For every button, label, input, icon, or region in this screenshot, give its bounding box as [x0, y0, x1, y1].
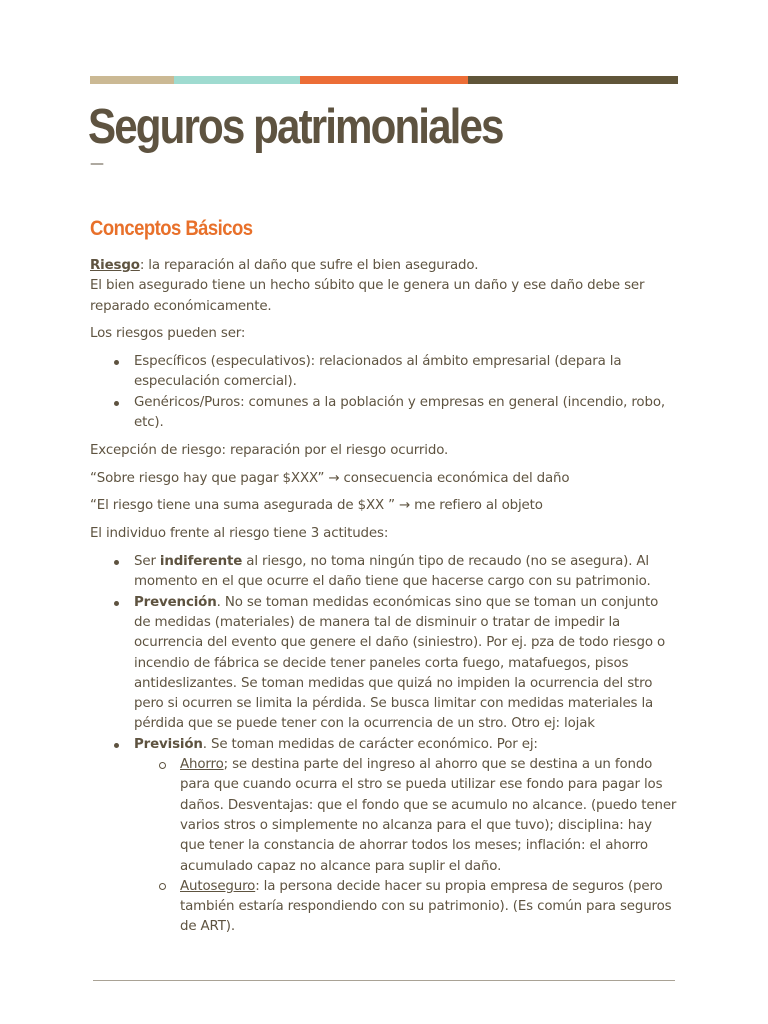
color-bar-segment-orange	[300, 76, 468, 84]
list-item: Genéricos/Puros: comunes a la población y empresas en general (incendio, robo, etc).	[134, 393, 678, 434]
term-ahorro: Ahorro	[180, 757, 224, 773]
riesgo-line2: El bien asegurado tiene un hecho súbito que le genera un daño y ese daño debe ser reparado económicamente.	[90, 278, 645, 314]
document-page	[90, 76, 678, 945]
section-heading: Conceptos Básicos	[90, 217, 253, 240]
footer-rule	[93, 980, 675, 981]
list-item-indiferente	[134, 552, 678, 593]
color-bar-segment-teal	[174, 76, 300, 84]
paragraph-riesgos-intro: Los riesgos pueden ser:	[90, 326, 246, 342]
term-prevision: Previsión	[134, 736, 203, 752]
ahorro-text: ; se destina parte del ingreso al ahorro que se destina a un fondo para que cuando ocurra el stro se pueda utilizar ese fondo para pagar los daños. Desventajas: que el fondo que se acumulo no alcance. (puedo tener varios stros o simplemente no alcanza para el que tuvo); disciplina: hay que tener la constancia de ahorrar todos los meses; inflación: el ahorro acumulado capaz no alcance para suplir el daño.	[180, 757, 677, 874]
prevision-text: . Se toman medidas de carácter económico. Por ej:	[202, 736, 538, 752]
list-item: Específicos (especulativos): relacionados al ámbito empresarial (depara la especulación comercial).	[134, 352, 678, 393]
paragraph-actitudes-intro: El individuo frente al riesgo tiene 3 actitudes:	[90, 526, 389, 542]
document-title: Seguros patrimoniales	[88, 100, 503, 154]
indiferente-text: al riesgo, no toma ningún tipo de recaudo (no se asegura). Al momento en el que ocurre el daño tiene que hacerse cargo con su patrimonio.	[134, 554, 651, 590]
title-dash: —	[90, 156, 104, 172]
document-body	[90, 256, 678, 938]
indiferente-pre: Ser	[134, 554, 160, 570]
list-prevision-ejemplos	[134, 755, 678, 938]
color-bar-segment-tan	[90, 76, 174, 84]
list-riesgos-tipos	[90, 352, 678, 433]
paragraph-suma-asegurada: “El riesgo tiene una suma asegurada de $XX ” → me refiero al objeto	[90, 498, 543, 514]
paragraph-riesgo	[90, 256, 678, 317]
term-riesgo: Riesgo	[90, 258, 140, 273]
color-bar-segment-brown	[468, 76, 678, 84]
paragraph-excepcion: Excepción de riesgo: reparación por el riesgo ocurrido.	[90, 442, 449, 458]
list-item-prevencion	[134, 593, 678, 735]
autoseguro-text: : la persona decide hacer su propia empresa de seguros (pero también estaría respondiendo con su patrimonio). (Es común para seguros de ART).	[180, 878, 672, 935]
term-prevencion: Prevención	[134, 594, 217, 610]
riesgo-definition: : la reparación al daño que sufre el bien asegurado.	[139, 258, 479, 273]
prevencion-text: . No se toman medidas económicas sino que se toman un conjunto de medidas (materiales) de manera tal de disminuir o tratar de impedir la ocurrencia del evento que genere el daño (siniestro). Por ej. pza de todo riesgo o incendio de fábrica se decide tener paneles corta fuego, matafuegos, pisos antideslizantes. Se toman medidas que quizá no impiden la ocurrencia del stro pero si ocurren se limita la pérdida. Se busca limitar con medidas materiales la pérdida que se puede tener con la ocurrencia de un stro. Otro ej: lojak	[134, 594, 666, 732]
header-color-bar	[90, 76, 678, 84]
term-indiferente: indiferente	[159, 554, 243, 570]
list-actitudes	[90, 552, 678, 938]
term-autoseguro: Autoseguro	[180, 878, 256, 894]
list-item-ahorro	[180, 755, 678, 877]
list-item-prevision	[134, 735, 678, 938]
list-item-autoseguro	[180, 877, 678, 938]
paragraph-sobre-riesgo: “Sobre riesgo hay que pagar $XXX” → consecuencia económica del daño	[90, 470, 570, 486]
